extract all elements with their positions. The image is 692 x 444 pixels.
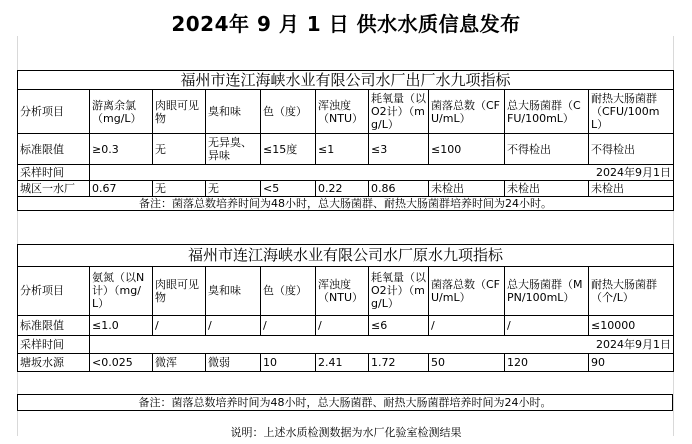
limit-cell: 标准限值 [18,134,90,165]
data-cell: 2.41 [316,353,369,371]
data-cell: <5 [261,181,316,197]
limit-cell: / [505,316,589,335]
table-note: 备注：菌落总数培养时间为48小时，总大肠菌群、耐热大肠菌群培养时间为24小时。 [17,394,673,411]
table-note: 备注：菌落总数培养时间为48小时，总大肠菌群、耐热大肠菌群培养时间为24小时。 [18,197,674,211]
limit-cell: ≤10000 [589,316,674,335]
limit-cell: ≥0.3 [90,134,153,165]
data-cell: <0.025 [90,353,153,371]
limit-cell: 无异臭、异味 [206,134,261,165]
limit-cell: 不得检出 [589,134,674,165]
header-cell: 总大肠菌群（CFU/100mL） [505,90,589,134]
limit-cell: ≤6 [369,316,429,335]
header-cell: 耗氧量（以O2计）（mg/L） [369,90,429,134]
header-cell: 分析项目 [18,90,90,134]
data-cell: 0.67 [90,181,153,197]
limit-cell: ≤1.0 [90,316,153,335]
header-cell: 臭和味 [206,266,261,316]
table-caption: 福州市连江海峡水业有限公司水厂原水九项指标 [18,245,674,267]
limit-cell: ≤15度 [261,134,316,165]
header-cell: 菌落总数（CFU/mL） [429,90,505,134]
limit-cell: / [206,316,261,335]
header-cell: 菌落总数（CFU/mL） [429,266,505,316]
sample-time-label: 采样时间 [18,165,90,181]
header-cell: 总大肠菌群（MPN/100mL） [505,266,589,316]
header-cell: 浑浊度（NTU） [316,90,369,134]
data-cell: 无 [153,181,206,197]
limit-cell: / [429,316,505,335]
data-cell: 无 [206,181,261,197]
sample-time-label: 采样时间 [18,335,90,353]
data-cell: 0.86 [369,181,429,197]
limit-cell: 标准限值 [18,316,90,335]
data-cell: 10 [261,353,316,371]
data-cell: 城区一水厂 [18,181,90,197]
data-cell: 未检出 [505,181,589,197]
data-cell: 塘坂水源 [18,353,90,371]
header-cell: 分析项目 [18,266,90,316]
header-cell: 肉眼可见物 [153,90,206,134]
data-cell: 50 [429,353,505,371]
page-title: 2024年 9 月 1 日 供水水质信息发布 [171,12,521,36]
data-cell: 微浑 [153,353,206,371]
header-cell: 臭和味 [206,90,261,134]
header-cell: 色（度） [261,90,316,134]
limit-cell: 无 [153,134,206,165]
data-cell: 1.72 [369,353,429,371]
outlet-water-table [17,70,674,211]
data-cell: 0.22 [316,181,369,197]
limit-cell: 不得检出 [505,134,589,165]
limit-cell: / [316,316,369,335]
data-cell: 90 [589,353,674,371]
header-cell: 游离余氯（mg/L） [90,90,153,134]
header-cell: 氨氮（以N计）（mg/L） [90,266,153,316]
header-cell: 耐热大肠菌群（CFU/100mL） [589,90,674,134]
data-cell: 未检出 [589,181,674,197]
header-cell: 浑浊度（NTU） [316,266,369,316]
header-cell: 耐热大肠菌群（个/L） [589,266,674,316]
footer-note: 说明：上述水质检测数据为水厂化验室检测结果 [230,426,462,439]
header-cell: 色（度） [261,266,316,316]
header-cell: 肉眼可见物 [153,266,206,316]
header-cell: 耗氧量（以O2计）（mg/L） [369,266,429,316]
data-cell: 未检出 [429,181,505,197]
limit-cell: / [261,316,316,335]
limit-cell: / [153,316,206,335]
table-caption: 福州市连江海峡水业有限公司水厂出厂水九项指标 [18,71,674,90]
sample-date: 2024年9月1日 [90,165,674,181]
raw-water-table [17,244,674,372]
data-cell: 120 [505,353,589,371]
sample-date: 2024年9月1日 [90,335,674,353]
limit-cell: ≤1 [316,134,369,165]
limit-cell: ≤100 [429,134,505,165]
limit-cell: ≤3 [369,134,429,165]
data-cell: 微弱 [206,353,261,371]
